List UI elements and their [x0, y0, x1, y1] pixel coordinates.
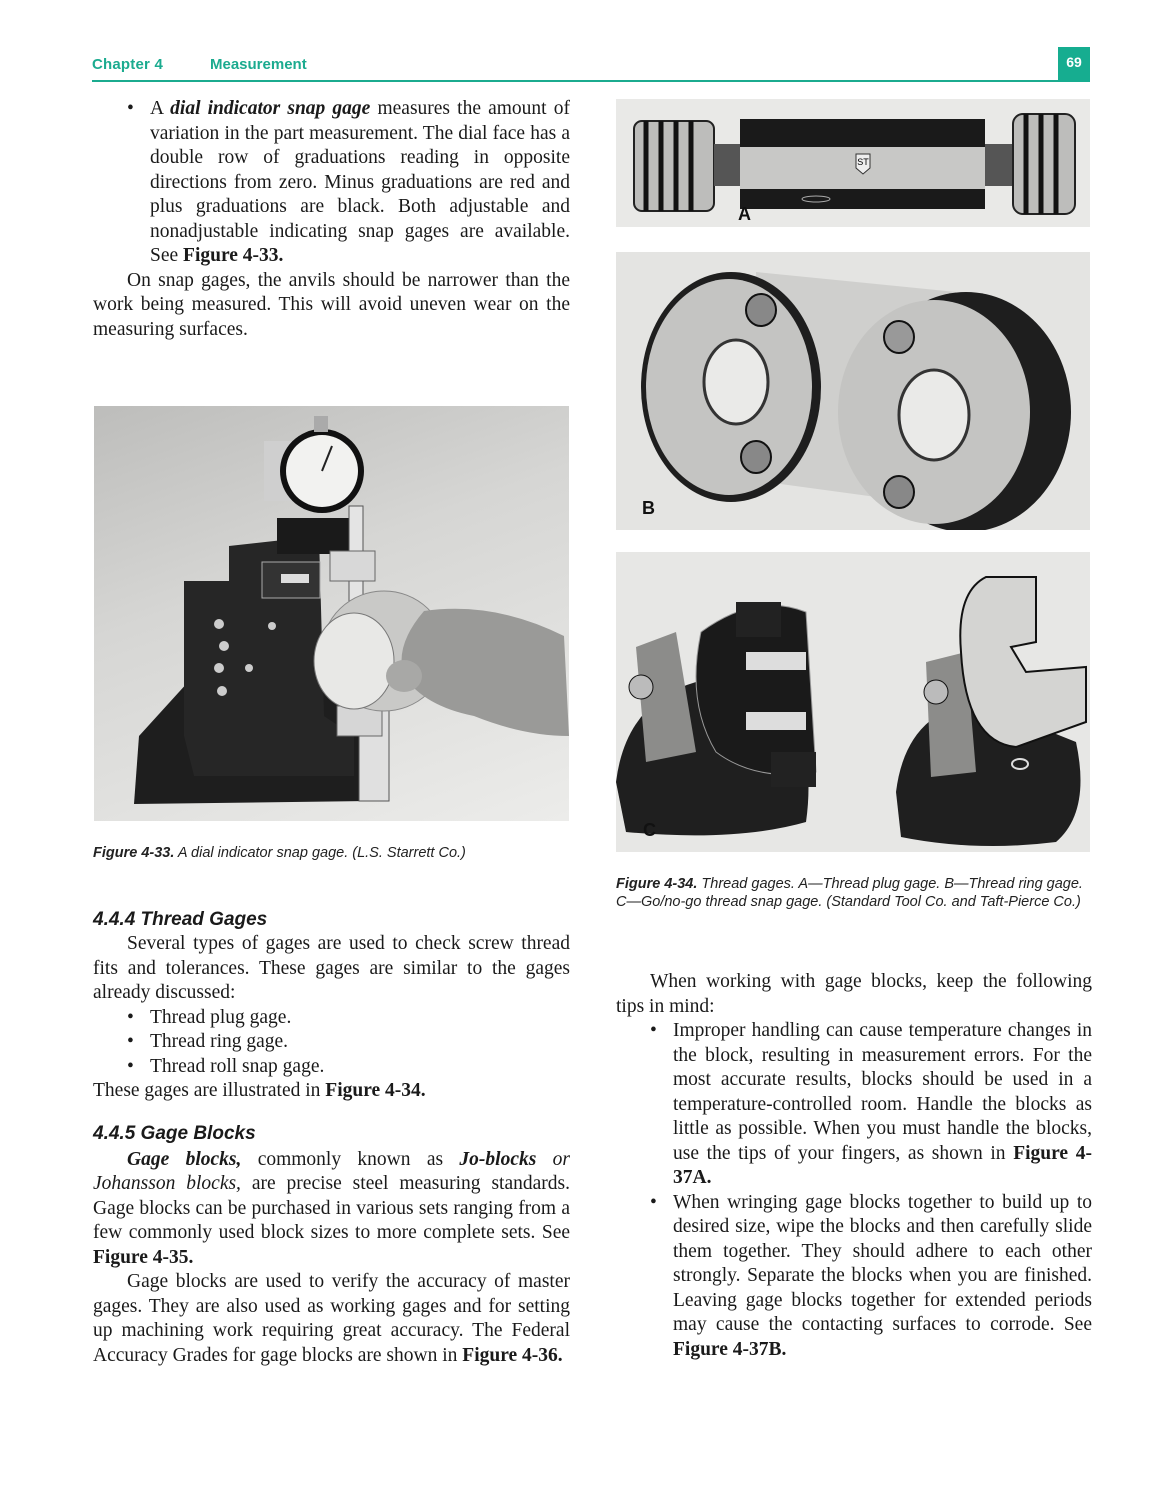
figure-label: Figure 4-33.	[93, 845, 175, 861]
figure-ref-4-37a[interactable]: Figure 4-37A.	[673, 1142, 1092, 1188]
running-header	[92, 50, 1090, 82]
term-dial-indicator-snap-gage: dial indicator snap gage	[170, 98, 371, 119]
tip-item	[616, 1019, 1092, 1191]
text: Gage blocks are used to verify the accuracy of master gages. They are also used as working gages and for setting up machining work requiring great accuracy. The Federal Accuracy Grades for gage blocks are shown in	[93, 1271, 570, 1366]
heading-4-4-5: 4.4.5 Gage Blocks	[93, 1122, 256, 1144]
go-no-go-snap-gage-illustration	[616, 552, 1090, 852]
text: When wringing gage blocks together to build up to desired size, wipe the blocks and then carefully slide them together. They should adhere to each other strongly. Separate the blocks when you are finished. Leaving gage blocks together for extended periods may cause the contacting surfaces to corrode. See	[673, 1191, 1092, 1335]
heading-4-4-4: 4.4.4 Thread Gages	[93, 909, 268, 930]
bullet-dial-indicator	[93, 97, 570, 269]
text: measures the amount of variation in the part measurement. The dial face has a double row of graduations reading in opposite directions from zero. Minus graduations are red and plus graduations are black. Both adjustable and nonadjustable indicating snap gages are available. See	[150, 98, 570, 266]
figure-ref-4-34[interactable]: Figure 4-34.	[325, 1080, 426, 1101]
text: are precise steel measuring standards. Gage blocks can be purchased in various sets ranging from a few commonly used block sizes to more complete sets. See	[93, 1173, 570, 1243]
section-label: Measurement	[210, 56, 307, 73]
thread-plug-gage-illustration	[616, 99, 1090, 227]
figure-4-33-photo	[94, 406, 569, 821]
thread-ring-gage-illustration	[616, 252, 1090, 530]
figure-4-33-caption	[93, 844, 573, 862]
list-item: • Thread ring gage.	[93, 1030, 570, 1055]
panel-label-b: B	[642, 498, 655, 518]
term-jo-blocks: Jo-blocks	[459, 1148, 537, 1170]
para-tips-intro: When working with gage blocks, keep the following tips in mind:	[616, 971, 1092, 1017]
chapter-label: Chapter 4	[92, 56, 163, 73]
figure-label: Figure 4-34.	[616, 876, 698, 892]
list-item: • Thread plug gage.	[93, 1006, 570, 1031]
figure-ref-4-35[interactable]: Figure 4-35.	[93, 1246, 194, 1268]
figure-4-34b-photo	[616, 252, 1090, 530]
text: These gages are illustrated in	[93, 1080, 326, 1101]
dial-snap-gage-illustration	[94, 406, 569, 821]
figure-ref-4-33[interactable]: Figure 4-33.	[183, 245, 284, 266]
para-thread-gages-outro	[93, 1079, 570, 1104]
left-column-bottom	[93, 908, 570, 1368]
text: or	[536, 1148, 570, 1170]
figure-4-34c-photo	[616, 552, 1090, 852]
term-johansson-blocks: Johansson blocks,	[93, 1173, 241, 1194]
para-gage-blocks-2	[93, 1270, 570, 1368]
tip-item	[616, 1191, 1092, 1363]
para-thread-gages-intro: Several types of gages are used to check screw thread fits and tolerances. These gages are similar to the gages already discussed:	[93, 933, 570, 1003]
left-column-top	[93, 97, 570, 342]
header-rule	[92, 80, 1058, 82]
term-gage-blocks: Gage blocks,	[127, 1148, 242, 1170]
page-number: 69	[1058, 47, 1090, 82]
st-logo: ST	[857, 157, 869, 167]
text: A	[150, 98, 171, 119]
caption-text: Thread gages. A—Thread plug gage. B—Thread ring gage. C—Go/no-go thread snap gage. (Standard Tool Co. and Taft-Pierce Co.)	[616, 876, 1083, 910]
caption-text: A dial indicator snap gage. (L.S. Starrett Co.)	[174, 845, 466, 861]
panel-label-c: C	[643, 820, 656, 840]
right-column-text	[616, 970, 1092, 1362]
text: commonly known as	[241, 1148, 460, 1170]
panel-label-a: A	[738, 204, 751, 224]
para-anvils: On snap gages, the anvils should be narrower than the work being measured. This will avoid uneven wear on the measuring surfaces.	[93, 269, 570, 340]
figure-4-34-caption	[616, 875, 1092, 911]
text: Improper handling can cause temperature changes in the block, resulting in measurement errors. For the most accurate results, blocks should be used in a temperature-controlled room. Handle the blocks as little as possible. When you must handle the blocks, use the tips of your fingers, as shown in	[673, 1020, 1092, 1164]
para-gage-blocks-1	[93, 1148, 570, 1271]
figure-ref-4-36[interactable]: Figure 4-36.	[462, 1344, 563, 1366]
figure-ref-4-37b[interactable]: Figure 4-37B.	[673, 1338, 787, 1360]
figure-4-34a-photo	[616, 99, 1090, 227]
list-item: • Thread roll snap gage.	[93, 1055, 570, 1080]
